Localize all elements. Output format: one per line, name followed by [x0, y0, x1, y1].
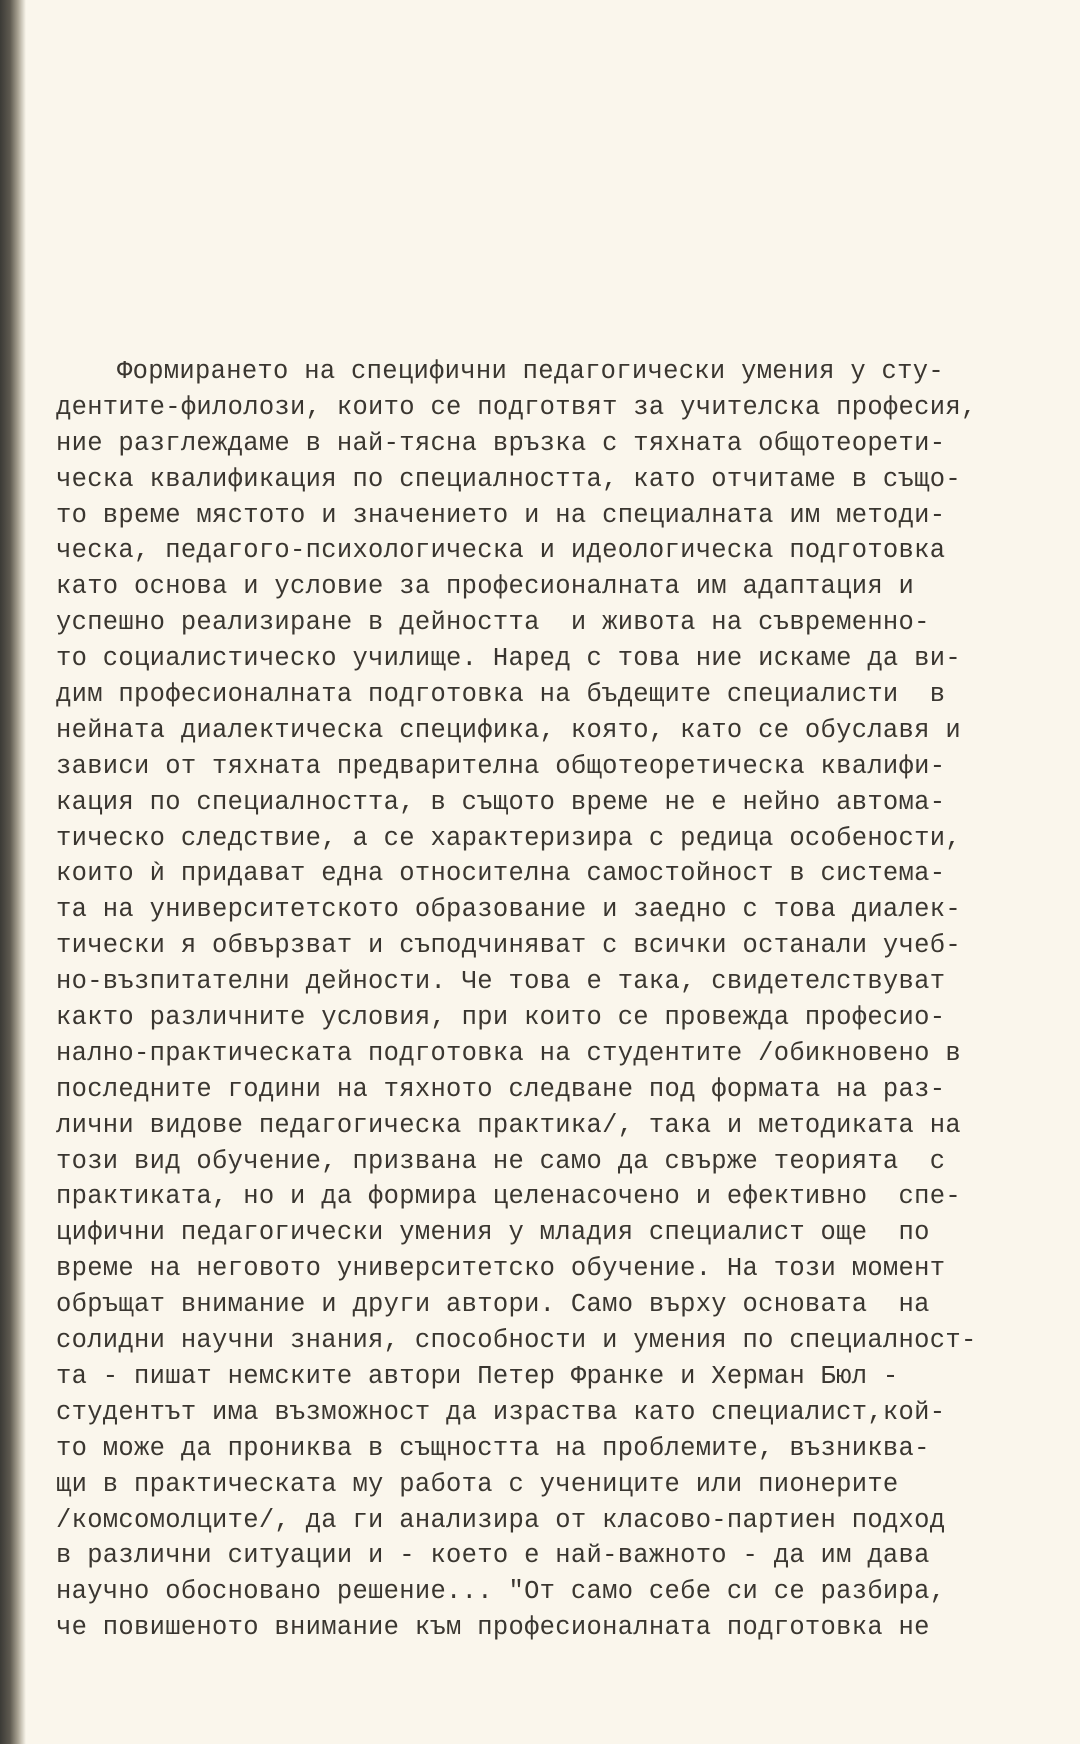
text-line: които ѝ придават една относителна самостойност в система-	[56, 859, 946, 889]
text-line: дентите-филолози, които се подготвят за учителска професия,	[56, 392, 977, 422]
text-line: тически я обвързват и съподчиняват с всички останали учеб-	[56, 931, 961, 961]
text-line: нейната диалектическа специфика, която, като се обуславя и	[56, 715, 961, 745]
text-line: то време мястото и значението и на специалната им методи-	[56, 500, 946, 530]
text-line: ческа, педагого-психологическа и идеологическа подготовка	[56, 536, 946, 566]
text-line: дим професионалната подготовка на бъдещите специалисти в	[56, 680, 946, 710]
text-line: но-възпитателни дейности. Че това е така, свидетелствуват	[56, 967, 946, 997]
text-line: че повишеното внимание към професионалната подготовка не	[56, 1613, 930, 1643]
text-line: то може да прониква в същността на проблемите, възниква-	[56, 1433, 930, 1463]
text-line: студентът има възможност да израства като специалист,кой-	[56, 1397, 946, 1427]
text-line: та - пишат немските автори Петер Франке и Херман Бюл -	[56, 1361, 899, 1391]
text-line: та на университетското образование и заедно с това диалек-	[56, 895, 961, 925]
text-line: научно обосновано решение... "От само себе си се разбира,	[56, 1577, 946, 1607]
text-line: в различни ситуации и - което е най-важното - да им дава	[56, 1541, 930, 1571]
text-line: време на неговото университетско обучение. На този момент	[56, 1254, 946, 1284]
text-line: щи в практическата му работа с учениците или пионерите	[56, 1469, 899, 1499]
text-line: /комсомолците/, да ги анализира от класово-партиен подход	[56, 1505, 946, 1535]
text-line: лични видове педагогическа практика/, така и методиката на	[56, 1110, 961, 1140]
text-line: практиката, но и да формира целенасочено и ефективно спе-	[56, 1182, 961, 1212]
text-line: то социалистическо училище. Наред с това ние искаме да ви-	[56, 644, 961, 674]
text-line: ние разглеждаме в най-тясна връзка с тяхната общотеорети-	[56, 428, 946, 458]
text-line: нално-практическата подготовка на студентите /обикновено в	[56, 1038, 961, 1068]
text-line: успешно реализиране в дейността и живота на съвременно-	[56, 608, 930, 638]
text-line: зависи от тяхната предварителна общотеоретическа квалифи-	[56, 751, 946, 781]
text-line: ческа квалификация по специалността, като отчитаме в също-	[56, 464, 961, 494]
text-line: като основа и условие за професионалната им адаптация и	[56, 572, 915, 602]
text-line: цифични педагогически умения у младия специалист още по	[56, 1218, 930, 1248]
body-paragraph	[56, 354, 1056, 1646]
text-line: солидни научни знания, способности и умения по специалност-	[56, 1326, 977, 1356]
text-line: последните години на тяхното следване под формата на раз-	[56, 1074, 946, 1104]
page-binding-edge	[0, 0, 26, 1744]
text-line: Формирането на специфични педагогически умения у сту-	[117, 357, 944, 386]
text-line: както различните условия, при които се провежда професио-	[56, 1003, 946, 1033]
text-line: този вид обучение, призвана не само да свърже теорията с	[56, 1146, 946, 1176]
text-line: кация по специалността, в същото време не е нейно автома-	[56, 787, 946, 817]
text-line: тическо следствие, а се характеризира с редица особености,	[56, 823, 961, 853]
text-line: обръщат внимание и други автори. Само върху основата на	[56, 1290, 930, 1320]
